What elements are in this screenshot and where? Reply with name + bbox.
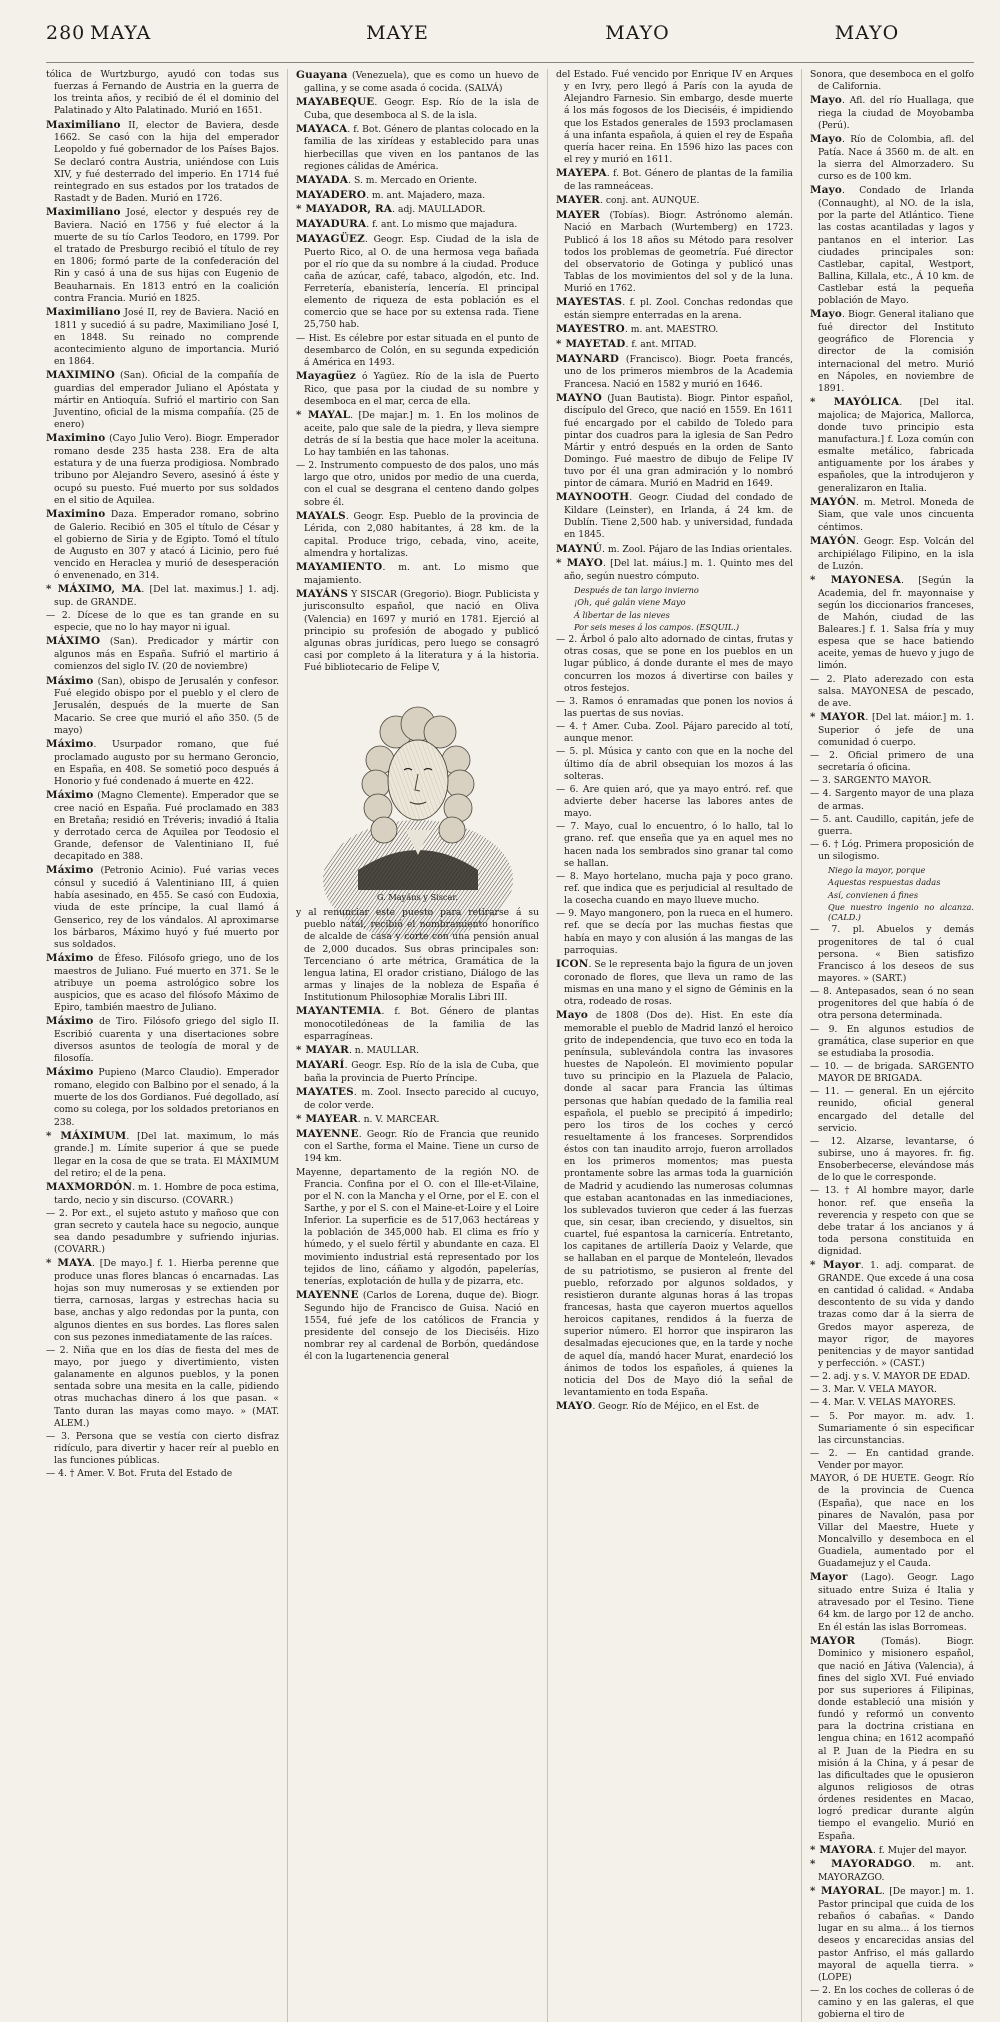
dictionary-entry: MAYNOOTH. Geogr. Ciudad del condado de Kildare (Leinster), en Irlanda, á 24 km. de Dublín. Tiene 2,500 hab. y universidad, fundada en 1845. (556, 491, 793, 541)
headword: Máximo (46, 1066, 94, 1079)
dictionary-entry: — 2. — En cantidad grande. Vender por mayor. (810, 1447, 974, 1472)
dictionary-entry: — 8. Mayo hortelano, mucha paja y poco grano. ref. que indica que es perjudicial al resultado de la cosecha cuando en mayo llueve mucho. (556, 870, 793, 907)
dictionary-entry: — 2. Árbol ó palo alto adornado de cintas, frutas y otras cosas, que se pone en los pueblos en un lugar público, á donde durante el mes de mayo concurren los mozos á divertirse con bailes y otros festejos. (556, 634, 793, 694)
dictionary-entry: * MAYORAL. [De mayor.] m. 1. Pastor principal que cuida de los rebaños ó cabañas. « Dando lugar en su alma... á los tiernos deseos y encarecidas ansias del pastor Anfriso, el más gallardo mayoral de aquella tierra. » (LOPE) (810, 1885, 974, 1983)
headword: MAYADA (296, 173, 349, 186)
dictionary-entry: Máximo (Petronio Acinio). Fué varias veces cónsul y sucedió á Valentiniano III, á quien había asesinado, en 455. Se casó con Eudoxia, viuda de este príncipe, la cual llamó á Genserico, rey de los vándalos. Al aproximarse los bárbaros, Máximo huyó y fué muerto por sus soldados. (46, 864, 279, 950)
dictionary-entry: MAYESTRO. m. ant. MAESTRO. (556, 323, 719, 336)
dictionary-entry: MAYOR (Tomás). Biogr. Dominico y misionero español, que nació en Játiva (Valencia), á fines del siglo XVI. Fué enviado por sus superiores á Filipinas, donde estableció una misión y fundó y reformó un convento para la doctrina cristiana en lengua china; en 1612 acompañó al P. Juan de la Piedra en su misión á la China, y á pesar de las dificultades que le opusieron algunos religiosos de otras órdenes residentes en Macao, logró predicar durante algún tiempo el evangelio. Murió en España. (810, 1634, 974, 1842)
dictionary-entry: — 9. Mayo mangonero, pon la rueca en el humero. ref. que se decía por las muchas fiestas que había en mayo y con alusión á las mangas de las parroquias. (556, 908, 793, 956)
headword: MAYABEQUE (296, 95, 375, 108)
headword: * MAYA (46, 1257, 93, 1270)
headword: Maximiliano (46, 305, 121, 318)
headword: MAYNO (556, 391, 603, 404)
headword: MAYNÚ (556, 542, 603, 555)
headword: * MAYAL (296, 409, 351, 421)
dictionary-entry: Mayo de 1808 (Dos de). Hist. En este día memorable el pueblo de Madrid lanzó el heroico grito de independencia, que tuvo eco en toda la península, sublevándola contra las invasores huestes de Napoleón. El movimiento popular tuvo su principio en la Plazuela de Palacio, donde al sacar para Francia las últimas personas que habían quedado de la familia real española, el pueblo se precipitó á impedirlo; pero los tiros de los coches y cercó resueltamente á los franceses. Sorprendidos éstos con tan inaudito arrojo, fueron arrollados en los primeros momentos; mas puesta prontamente sobre las armas toda la guarnición de Madrid y acudiendo las numerosas columnas que estaban acantonadas en las inmediaciones, los sublevados tuvieron que ceder á las fuerzas que, sin cesar, iban creciendo, y disueltos, sin cuartel, fué espantosa la carnicería. Entretanto, los capitanes de artillería Daoiz y Velarde, que se hallaban en el parque de Monteleón, llevados de su patriotismo, se pusieron al frente del pueblo, reforzado por algunos soldados, y resistieron durante algunas horas á las tropas francesas, hasta que cayeron muertos aquellos heroicos capitanes, rendidos á la fuerza de superior número. El horror que inspiraron las desalmadas ejecuciones que, en la tarde y noche de aquel día, mandó hacer Murat, enardeció los ánimos de todos los españoles, á quienes la noticia del Dos de Mayo dió la señal de levantamiento en toda España. (556, 1008, 793, 1398)
dictionary-entry: MAYÁNS Y SISCAR (Gregorio). Biogr. Publicista y jurisconsulto español, que nació en Oliva (Valencia) en 1697 y murió en 1781. Ejerció al principio su profesión de abogado y publicó algunas obras jurídicas, pero luego se consagró casi por completo á la literatura y á la historia. Fué bibliotecario de Felipe V, (296, 587, 539, 674)
dictionary-entry: — 6. Are quien aró, que ya mayo entró. ref. que advierte deber hacerse las labores antes de mayo. (556, 783, 793, 820)
headword: MAYAGÜEZ (296, 232, 365, 245)
dictionary-entry: Máximo (San), obispo de Jerusalén y confesor. Fué elegido obispo por el pueblo y el clero de Jerusalén, después de la muerte de San Macario. Se cree que murió el año 350. (5 de mayo) (46, 674, 279, 736)
headword: MAYÁNS (296, 587, 349, 600)
headword: MAYENNE (296, 1127, 359, 1140)
dictionary-entry: MAYATES. m. Zool. Insecto parecido al cucuyo, de color verde. (296, 1085, 539, 1111)
portrait-caption: G. Mayáns y Siscar. (376, 892, 459, 903)
guide-word-3: MAYO (605, 22, 670, 44)
headword: MAYACA (296, 122, 348, 135)
dictionary-entry: — 2. Por ext., el sujeto astuto y mañoso que con gran secreto y cautela hace su negocio, aunque sea dando pesadumbre y sufriendo injurias. (COVARR.) (46, 1207, 279, 1256)
headword: Mayo (556, 1008, 589, 1021)
dictionary-entry: — 10. — de brigada. SARGENTO MAYOR DE BRIGADA. (810, 1061, 974, 1085)
dictionary-entry: — 5. pl. Música y canto con que en la noche del último día de abril obsequian los mozos á las solteras. (556, 746, 793, 782)
headword: MAYENNE (296, 1288, 359, 1301)
dictionary-entry: ICON. Se le representa bajo la figura de un joven coronado de flores, que lleva un ramo de las mismas en una mano y el signo de Géminis en la otra, rodeado de rosas. (556, 957, 793, 1007)
headword: MAYANTEMIA (296, 1005, 382, 1018)
dictionary-entry: Maximiliano José II, rey de Baviera. Nació en 1811 y sucedió á su padre, Maximiliano José I, en 1848. Su reinado no comprende acontecimiento alguno de importancia. Murió en 1864. (46, 305, 279, 368)
headword: Máximo (46, 864, 94, 877)
dictionary-entry: MAYER (Tobías). Biogr. Astrónomo alemán. Nació en Marbach (Wurtemberg) en 1723. Publicó á los 18 años su Método para resolver todos los problemas de geometría. Fué director del observatorio de Gotinga y publicó unas Tablas de los movimientos del sol y de la luna. Murió en 1762. (556, 208, 793, 295)
dictionary-entry: — 2. Plato aderezado con esta salsa. MAYONESA de pescado, de ave. (810, 673, 974, 709)
headword: MAYER (556, 208, 601, 221)
dictionary-entry: * MAYOR. [Del lat. máior.] m. 1. Superior ó jefe de una comunidad ó cuerpo. (810, 710, 974, 748)
headword: * MAYÓLICA (810, 396, 900, 409)
headword: * MÁXIMUM (46, 1129, 127, 1142)
dictionary-entry: tólica de Wurtzburgo, ayudó con todas sus fuerzas á Fernando de Austria en la guerra de los treinta años, y recibió de él el dominio del Palatinado y Alto Palatinado. Murió en 1651. (46, 69, 279, 117)
dictionary-entry: — 3. SARGENTO MAYOR. (810, 775, 932, 787)
dictionary-entry: — Hist. Es célebre por estar situada en el punto de desembarco de Colón, en su segunda expedición á América en 1493. (296, 332, 539, 368)
headword: MAYATES (296, 1085, 354, 1098)
dictionary-entry: MAYNO (Juan Bautista). Biogr. Pintor español, discípulo del Greco, que nació en 1559. En 1611 fué encargado por el cabildo de Toledo para pintar dos cuadros para la iglesia de San Pedro Mártir y entró después en la orden de Santo Domingo. Fué maestro de dibujo de Felipe IV tuvo por él una gran admiración y lo nombró pintor de cámara. Murió en Madrid en 1649. (556, 391, 793, 490)
dictionary-entry: * Mayor. 1. adj. comparat. de GRANDE. Que excede á una cosa en cantidad ó calidad. « Andaba descontento de su vida y dando trazas como dar á la sierra de Gredos mayor aspereza, de mayor rigor, de mayores penitencias y de mayor santidad y perfección. » (CAST.) (810, 1259, 974, 1369)
dictionary-entry: Mayo. Río de Colombia, afl. del Patía. Nace á 3560 m. de alt. en la sierra del Almorzadero. Su curso es de 100 km. (810, 133, 974, 183)
headword: * MAYORAL (810, 1885, 882, 1898)
dictionary-entry: MAYESTAS. f. pl. Zool. Conchas redondas que están siempre enterradas en la arena. (556, 296, 793, 322)
dictionary-entry: MAYARÍ. Geogr. Esp. Río de la isla de Cuba, que baña la provincia de Puerto Príncipe. (296, 1059, 539, 1084)
dictionary-entry: MAYEPA. f. Bot. Género de plantas de la familia de las ramneáceas. (556, 167, 793, 192)
headword: * MAYOR (810, 710, 866, 723)
verse-line: Niego la mayor, porque (828, 865, 926, 876)
verse-line: Á libertar de las nieves (574, 609, 670, 620)
dictionary-entry: * MAYETAD. f. ant. MITAD. (556, 337, 697, 350)
headword: MAXMORDÓN (46, 1180, 133, 1193)
dictionary-entry: * MAYEAR. n. V. MARCEAR. (296, 1112, 440, 1125)
headword: MAYOR (810, 1634, 856, 1647)
headword: MAYÓN (810, 534, 857, 547)
headword: MAYARÍ (296, 1059, 345, 1072)
headword: * MAYORADGO (810, 1858, 913, 1871)
dictionary-entry: — 7. Mayo, cual lo encuentro, ó lo hallo, tal lo grano. ref. que enseña que ya en aquel mes no hacen nada los sembrados sino granar tal como se hallan. (556, 821, 793, 869)
dictionary-entry: — 2. En los coches de colleras ó de camino y en las galeras, el que gobierna el tiro de (810, 1984, 974, 2021)
dictionary-entry: — 8. Antepasados, sean ó no sean progenitores del que había ó de otra persona determinada. (810, 986, 974, 1022)
dictionary-entry: * MAYO. [Del lat. máius.] m. 1. Quinto mes del año, según nuestro cómputo. (556, 557, 794, 583)
headword: MAYO (556, 1400, 593, 1413)
dictionary-entry: MAYADURA. f. ant. Lo mismo que majadura. (296, 218, 518, 231)
dictionary-entry: * MAYAL. [De majar.] m. 1. En los molinos de aceite, palo que sale de la piedra, y lleva siempre detrás de sí la bestia que hace moler la aceituna. Lo hay también en las tahonas. (296, 409, 539, 459)
dictionary-entry: Mayagüez ó Yagüez. Río de la isla de Puerto Rico, que pasa por la ciudad de su nombre y desemboca en el mar, cerca de ella. (296, 369, 539, 407)
dictionary-entry: MAYNÚ. m. Zool. Pájaro de las Indias orientales. (556, 542, 793, 555)
dictionary-entry: MAYANTEMIA. f. Bot. Género de plantas monocotiledóneas de la familia de las esparragíneas. (296, 1005, 539, 1043)
headword: Máximo (46, 737, 94, 750)
guide-word-1: MAYA (90, 22, 152, 44)
dictionary-entry: — 9. En algunos estudios de gramática, clase superior en que se estudiaba la prosodia. (810, 1023, 974, 1059)
headword: Maximino (46, 507, 106, 520)
dictionary-entry: — 6. † Lóg. Primera proposición de un silogismo. (810, 838, 974, 863)
dictionary-entry: — 11. — general. En un ejército reunido, oficial general encargado del detalle del servicio. (810, 1086, 974, 1134)
dictionary-entry: — 3. Ramos ó enramadas que ponen los novios á las puertas de sus novias. (556, 695, 793, 719)
headword: Máximo (46, 1015, 94, 1028)
dictionary-entry: Máximo. Usurpador romano, que fué proclamado augusto por su hermano Geroncio, en España, en 408. Se sometió poco después á Honorio y fué condenado á muerte en 422. (46, 737, 279, 787)
dictionary-entry: MÁXIMO (San). Predicador y mártir con algunos más en España. Sufrió el martirio á comienzos del siglo IV. (20 de noviembre) (46, 635, 279, 673)
headword: Maximino (46, 432, 106, 445)
headword: MAYALS (296, 509, 346, 522)
headword: * MAYAR (296, 1044, 349, 1057)
dictionary-entry: Maximiliano José, elector y después rey de Baviera. Nació en 1756 y fué elector á la muerte de su tío Carlos Teodoro, en 1799. Por el tratado de Presburgo recibió el título de rey en 1806; formó parte de la confederación del Rin y casó á una de sus hijas con Eugenio de Beauharnais. En 1813 entró en la coalición contra Francia. Murió en 1825. (46, 206, 279, 304)
headword: * MAYADOR, RA (296, 203, 393, 216)
portrait-figure (296, 680, 539, 903)
dictionary-entry: — 12. Alzarse, levantarse, ó subirse, uno á mayores. fr. fig. Ensoberbecerse, elevándose más de lo que le corresponde. (810, 1135, 974, 1184)
verse-line: Que nuestro ingenio no alcanza. (CALD.) (828, 901, 974, 923)
dictionary-entry: — 4. Mar. V. VELAS MAYORES. (810, 1397, 956, 1409)
dictionary-entry: * MAYORA. f. Mujer del mayor. (810, 1843, 967, 1856)
headword: MAYER (556, 194, 601, 206)
dictionary-entry: MAYÓN. m. Metrol. Moneda de Siam, que vale unos cincuenta céntimos. (810, 495, 974, 533)
dictionary-entry: Mayo. Condado de Irlanda (Connaught), al NO. de la isla, por la parte del Atlántico. Tiene las costas acantiladas y lagos y pantanos en el interior. Las ciudades principales son: Castlebar, capital, Westport, Ballina, Killala, etc., Á 10 km. de Castlebar está la pequeña población de Mayo. (810, 184, 974, 307)
headword: Mayo (810, 94, 843, 107)
page-number: 280 (46, 22, 86, 44)
dictionary-entry: Máximo (Magno Clemente). Emperador que se cree nació en España. Fué proclamado en 383 en Bretaña; residió en Tréveris; invadió á Italia y derrotado cerca de Aquilea por Teodosio el Grande, defensor de Valentiniano II, fué decapitado en 388. (46, 788, 279, 863)
dictionary-entry: MAYÓN. Geogr. Esp. Volcán del archipiélago Filipino, en la isla de Luzón. (810, 534, 974, 572)
dictionary-entry: MAXMORDÓN. m. 1. Hombre de poca estima, tardo, necio y sin discurso. (COVARR.) (46, 1180, 279, 1206)
headword: ICON (556, 957, 589, 970)
running-head (46, 22, 974, 63)
dictionary-entry: — 3. Mar. V. VELA MAYOR. (810, 1384, 937, 1396)
column-1 (46, 69, 279, 2022)
headword: MAYNOOTH (556, 491, 630, 504)
dictionary-entry: — 7. pl. Abuelos y demás progenitores de tal ó cual persona. « Bien satisfizo Francisco á los deseos de sus mayores. » (SART.) (810, 924, 974, 985)
dictionary-entry: — 2. adj. y s. V. MAYOR DE EDAD. (810, 1371, 971, 1383)
headword: MAYADERO (296, 188, 367, 201)
headword: MAYESTRO (556, 323, 625, 336)
dictionary-entry: MAYABEQUE. Geogr. Esp. Río de la isla de Cuba, que desemboca al S. de la isla. (296, 95, 539, 121)
headword: Máximo (46, 674, 94, 687)
dictionary-entry: Maximino Daza. Emperador romano, sobrino de Galerio. Recibió en 305 el título de César y el gobierno de Siria y de Egipto. Tomó el título de Augusto en 307 y atacó á Licinio, pero fué vencido en Heraclea y murió de desesperación ó envenenado, en 314. (46, 507, 279, 582)
dictionary-entry: * MÁXIMUM. [Del lat. maximum, lo más grande.] m. Límite superior á que se puede llegar en la cosa de que se trata. El MÁXIMUM del retiro; el de la pena. (46, 1129, 280, 1179)
dictionary-entry: — 4. † Amer. Cuba. Zool. Pájaro parecido al totí, aunque menor. (556, 721, 793, 745)
dictionary-entry: — 4. Sargento mayor de una plaza de armas. (810, 788, 974, 812)
dictionary-entry: MAYALS. Geogr. Esp. Pueblo de la provincia de Lérida, con 2,080 habitantes, á 28 km. de la capital. Produce trigo, cebada, vino, aceite, almendra y hortalizas. (296, 509, 539, 559)
guide-word-2: MAYE (366, 22, 429, 44)
headword: * MAYONESA (810, 573, 901, 586)
dictionary-entry: Mayor (Lago). Geogr. Lago situado entre Suiza é Italia y atravesado por el Tesino. Tiene 64 km. de largo por 12 de ancho. En él están las islas Borromeas. (810, 1571, 974, 1633)
headword: MAYÓN (810, 495, 857, 508)
headword: * MAYETAD (556, 337, 626, 350)
dictionary-entry: MAXIMINO (San). Oficial de la compañía de guardias del emperador Juliano el Apóstata y mártir en Antioquía. Sufrió el martirio con San Juventino, oficial de la misma compañía. (25 de enero) (46, 369, 279, 431)
headword: Maximiliano (46, 206, 121, 219)
headword: MAXIMINO (46, 369, 115, 382)
dictionary-entry: — 2. Dícese de lo que es tan grande en su especie, que no lo hay mayor ni igual. (46, 610, 279, 634)
verse-line: Después de tan largo invierno (574, 585, 699, 596)
dictionary-entry: MAYER. conj. ant. AUNQUE. (556, 194, 700, 206)
column-3 (547, 69, 793, 2022)
dictionary-entry: MAYADA. S. m. Mercado en Oriente. (296, 173, 478, 186)
dictionary-entry: — 2. Instrumento compuesto de dos palos, uno más largo que otro, unidos por medio de una cuerda, con el cual se desgrana el centeno dando golpes sobre él. (296, 460, 539, 508)
headword: * MAYORA (810, 1843, 873, 1856)
dictionary-entry: * MAYAR. n. MAULLAR. (296, 1044, 420, 1057)
dictionary-entry: Máximo de Tiro. Filósofo griego del siglo II. Escribió cuarenta y una disertaciones sobre diversos asuntos de teología de moral y de filosofía. (46, 1015, 279, 1065)
dictionary-entry: Máximo de Éfeso. Filósofo griego, uno de los maestros de Juliano. Fué muerto en 371. Se le atribuye un poema astrológico sobre los auspicios, que es acaso del filósofo Máximo de Epiro, también maestro de Juliano. (46, 951, 279, 1014)
headword: MAYESTAS (556, 296, 623, 309)
dictionary-entry: del Estado. Fué vencido por Enrique IV en Arques y en Ivry, pero llegó á París con la ayuda de Alejandro Farnesio. Sin embargo, desde muerte á los más fogosos de los Dieciséis, é impidiendo que los Estados generales de 1593 proclamasen á una infanta española, á quien el rey de España quería hacer reina. En 1596 hizo las paces con el rey y murió en 1611. (556, 69, 793, 165)
dictionary-entry: — 4. † Amer. V. Bot. Fruta del Estado de (46, 1468, 233, 1480)
column-2 (287, 69, 539, 2022)
dictionary-entry: — 2. Oficial primero de una secretaría ó oficina. (810, 749, 974, 774)
text-columns (46, 69, 974, 2021)
dictionary-entry: Mayo. Afl. del río Huallaga, que riega la ciudad de Moyobamba (Perú). (810, 94, 974, 132)
headword: MAYAMIENTO (296, 560, 383, 573)
dictionary-entry: * MAYÓLICA. [Del ital. majolica; de Majorica, Mallorca, donde tuvo principio esta manufactura.] f. Loza común con esmalte metálico, fabricada antiguamente por los árabes y españoles, que la introdujeron y generalizaron en Italia. (810, 396, 974, 494)
dictionary-entry: Maximiliano II, elector de Baviera, desde 1662. Se casó con la hija del emperador Leopoldo y fué gobernador de los Países Bajos. Se declaró contra Austria, uniéndose con Luis XIV, y fué desterrado del imperio. En 1714 fué reintegrado en sus estados por los tratados de Rastadt y de Baden. Murió en 1726. (46, 118, 279, 204)
dictionary-entry: Sonora, que desemboca en el golfo de California. (810, 69, 974, 93)
headword: Mayagüez (296, 369, 356, 382)
dictionary-entry: * MAYORADGO. m. ant. MAYORAZGO. (810, 1858, 974, 1884)
headword: MÁXIMO (46, 635, 101, 648)
headword: * MAYEAR (296, 1112, 358, 1125)
headword: * Mayor (810, 1259, 861, 1272)
dictionary-entry: MAYACA. f. Bot. Género de plantas colocado en la familia de las xirídeas y establecido para unas hierbecillas que viven en los pantanos de las regiones cálidas de América. (296, 122, 540, 172)
portrait-engraving-icon (318, 680, 518, 890)
dictionary-entry: MAYOR, ó DE HUETE. Geogr. Río de la provincia de Cuenca (España), que nace en los pinares de Navalón, pasa por Villar del Maestre, Huete y Moncalvillo y desemboca en el Guadiela, aumentado por el Guadamejuz y el Cauda. (810, 1473, 974, 1570)
headword: Máximo (46, 951, 94, 964)
headword: Máximo (46, 788, 94, 801)
dictionary-entry: MAYAMIENTO. m. ant. Lo mismo que majamiento. (296, 560, 539, 586)
dictionary-entry: MAYADERO. m. ant. Majadero, maza. (296, 188, 486, 201)
dictionary-entry: — 13. † Al hombre mayor, darle honor. ref. que enseña la reverencia y respeto con que se debe tratar á los ancianos y á toda persona constituida en dignidad. (810, 1185, 974, 1258)
guide-word-4: MAYO (834, 22, 900, 44)
headword: MAYEPA (556, 167, 607, 180)
verse-line: Por seis meses á los campos. (ESQUIL.) (574, 621, 740, 632)
headword: Mayo (810, 184, 843, 197)
headword: Guayana (296, 69, 348, 81)
headword: Mayo (810, 133, 843, 146)
dictionary-entry: Mayenne, departamento de la región NO. de Francia. Confina por el O. con el Ille-et-Vilaine, por el N. con la Mancha y el Orne, por el E. con el Sarthe, y por el S. con el Maine-et-Loire y el Loire Inferior. La superficie es de 517,063 hectáreas y la población de 345,000 hab. El clima es frío y húmedo, y el suelo fértil y abundante en caza. El movimiento industrial está representado por los tejidos de lino, cáñamo y algodón, papelerías, tenerías, explotación de hulla y de pizarra, etc. (296, 1166, 539, 1287)
column-4 (801, 69, 974, 2022)
dictionary-entry: — 5. ant. Caudillo, capitán, jefe de guerra. (810, 813, 974, 837)
dictionary-entry: MAYNARD (Francisco). Biogr. Poeta francés, uno de los primeros miembros de la Academia Francesa. Nació en 1582 y murió en 1646. (556, 352, 793, 390)
verse-line: Así, convienen á fines (828, 889, 919, 900)
dictionary-entry: Máximo Pupieno (Marco Claudio). Emperador romano, elegido con Balbino por el senado, á la muerte de los dos Gordianos. Fué degollado, así como su colega, por los soldados pretorianos en 238. (46, 1066, 279, 1128)
dictionary-entry: MAYO. Geogr. Río de Méjico, en el Est. de (556, 1400, 760, 1413)
dictionary-entry: * MAYONESA. [Según la Academia, del fr. mayonnaise y según los diccionarios franceses, de Mahón, ciudad de las Baleares.] f. 1. Salsa fría y muy espesa que se hace batiendo aceite, yemas de huevo y jugo de limón. (810, 573, 974, 672)
dictionary-entry: — 2. Niña que en los días de fiesta del mes de mayo, por juego y divertimiento, visten galanamente en algunos pueblos, y la ponen sentada sobre una mesita en la calle, pidiendo otras muchachas dinero á los que pasan. « Tanto duran las mayas como mayo. » (MAT. ALEM.) (46, 1344, 279, 1429)
headword: MAYADURA (296, 218, 367, 231)
headword: MAYNARD (556, 352, 620, 365)
dictionary-entry: * MAYADOR, RA. adj. MAULLADOR. (296, 203, 486, 216)
headword: Mayo (810, 308, 843, 321)
headword: Maximiliano (46, 118, 121, 131)
dictionary-entry: — 5. Por mayor. m. adv. 1. Sumariamente ó sin especificar las circunstancias. (810, 1410, 974, 1446)
dictionary-entry: Guayana (Venezuela), que es como un huevo de gallina, y se come asada ó cocida. (SALVÁ) (296, 69, 539, 94)
dictionary-entry: MAYAGÜEZ. Geogr. Esp. Ciudad de la isla de Puerto Rico, al O. de una hermosa vega bañada por el río que da su nombre á la ciudad. Produce caña de azúcar, café, tabaco, algodón, etc. Ind. Ferretería, ebanistería, lencería. El principal elemento de riqueza de esta población es el comercio que se hace por su extensa rada. Tiene 25,750 hab. (296, 232, 539, 331)
verse-line: Aquestas respuestas dadas (828, 877, 941, 888)
headword: Mayor (810, 1571, 848, 1584)
verse-line: ¡Oh, qué galán viene Mayo (574, 597, 686, 608)
headword: * MÁXIMO, MA (46, 583, 142, 596)
dictionary-entry: Maximino (Cayo Julio Vero). Biogr. Emperador romano desde 235 hasta 238. Era de alta estatura y de una fuerza prodigiosa. Nombrado tribuno por Alejandro Severo, asesinó á éste y ocupó su puesto. Fué muerto por sus soldados en el sitio de Aquilea. (46, 432, 279, 506)
dictionary-entry: MAYENNE (Carlos de Lorena, duque de). Biogr. Segundo hijo de Francisco de Guisa. Nació en 1554, fué jefe de los católicos de Francia y presidente del consejo de los Dieciséis. Hizo nombrar rey al cardenal de Borbón, quedándose él con la lugartenencia general (296, 1288, 539, 1363)
dictionary-entry: Mayo. Biogr. General italiano que fué director del Instituto geográfico de Florencia y director de la comisión internacional del metro. Murió en Nápoles, en noviembre de 1891. (810, 308, 974, 394)
dictionary-entry: y al renunciar este puesto para retirarse á su pueblo natal, recibió el nombramiento honorífico de alcalde de casa y corte con una pensión anual de 2,000 ducados. Sus obras principales son: Tercenciano ó arte métrica, Gramática de la lengua latina, El orador cristiano, Diálogo de las armas y linajes de la nobleza de España é Institutionum Philosophiæ Moralis Libri III. (296, 907, 539, 1004)
headword: * MAYO (556, 557, 604, 570)
dictionary-entry: MAYENNE. Geogr. Río de Francia que reunido con el Sarthe, forma el Maine. Tiene un curso de 194 km. (296, 1127, 539, 1165)
dictionary-entry: * MÁXIMO, MA. [Del lat. maximus.] 1. adj. sup. de GRANDE. (46, 583, 279, 609)
dictionary-entry: — 3. Persona que se vestía con cierto disfraz ridículo, para divertir y hacer reír al pueblo en las funciones públicas. (46, 1430, 279, 1467)
dictionary-entry: * MAYA. [De mayo.] f. 1. Hierba perenne que produce unas flores blancas ó encarnadas. Las hojas son muy numerosas y se extienden por tierra, carnosas, largas y estrechas hacia su base, anchas y algo redondas por la punta, con algunos dientes en sus bordes. Las flores salen con sus pezones inmediatamente de las raíces. (46, 1257, 279, 1343)
